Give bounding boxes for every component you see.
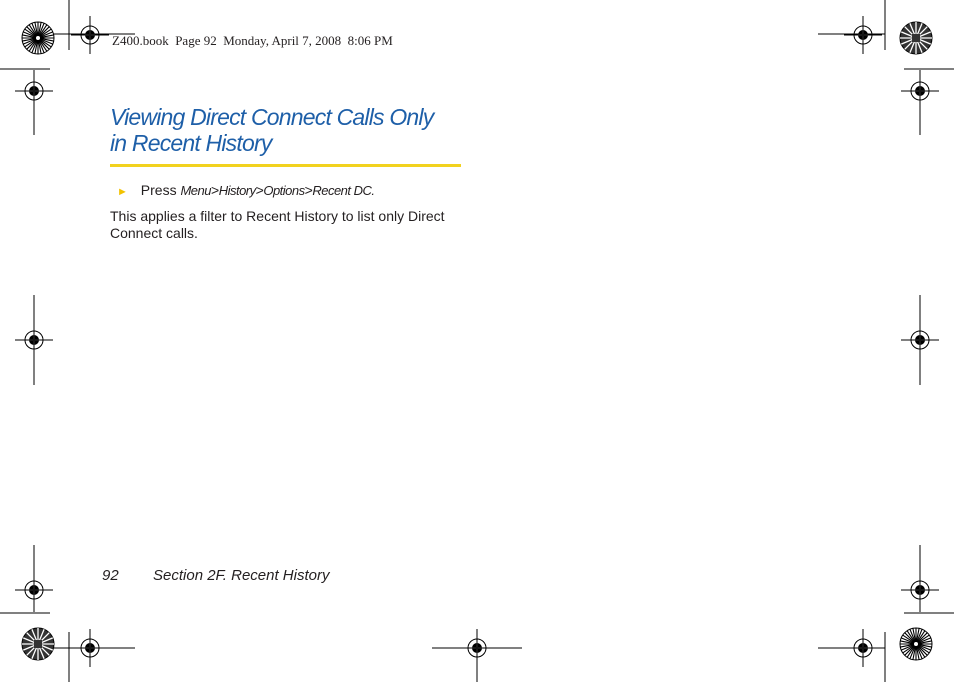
step-prefix: Press [140,182,177,198]
step-arrow-icon: ► [117,186,128,198]
section-title [110,104,470,156]
title-underline [110,164,461,167]
instruction-step [117,182,375,198]
section-title-line1: Viewing Direct Connect Calls Only [110,104,434,130]
menu-path-item: Options [263,183,305,198]
menu-path-separator: > [211,182,219,198]
menu-path-separator: > [255,182,264,198]
body-paragraph: This applies a filter to Recent History to list only Direct Connect calls. [110,208,445,241]
menu-path-separator: > [304,182,313,198]
menu-path-item: Menu [180,183,211,198]
menu-path [180,183,374,198]
section-title-line2: in Recent History [110,130,272,156]
page-number: 92 [102,567,119,584]
print-header-stamp: Z400.book Page 92 Monday, April 7, 2008 8:06 PM [112,33,393,48]
footer-section-label: Section 2F. Recent History [153,567,330,584]
menu-path-item: Recent DC. [312,183,375,198]
menu-path-item: History [218,183,256,198]
